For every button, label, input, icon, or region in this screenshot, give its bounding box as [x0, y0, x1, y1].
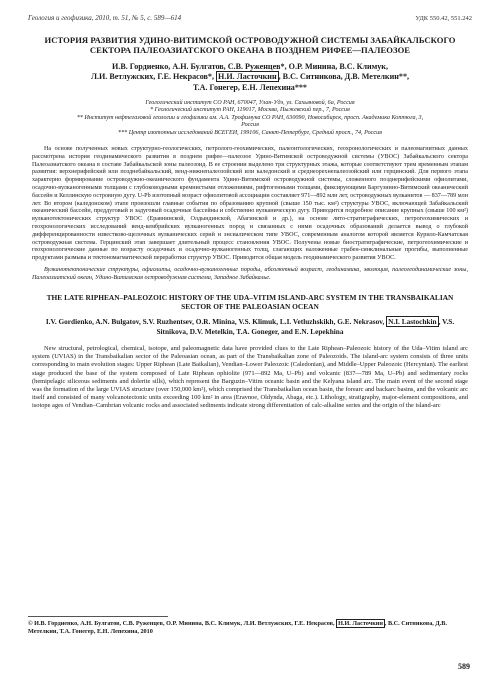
author-list-english [34, 317, 466, 337]
author-line-2 [48, 72, 452, 83]
copyright-suffix: , В.С. Ситникова, Д.В. Метелкин, Т.А. Гонегер, Е.Н. Лепехина, 2010 [28, 620, 447, 636]
journal-citation: Геология и геофизика, 2010, т. 51, № 5, с. 589—614 [28, 14, 182, 22]
en-author-line-1: I.V. Gordienko, A.N. Bulgatov, S.V. Ruzhentsev, O.R. Minina, V.S. Klimuk, L.I. Vetluzhskikh, G.E. Nekrasov, [45, 317, 385, 327]
running-head [28, 14, 472, 23]
boxed-author-name-english: N.I. Lastochkin [388, 317, 437, 327]
abstract-russian: На основе полученных новых структурно-геологических, петролого-геохимических, палеонтологических, геохронологических и палеомагнитных данных рассмотрена история геодинамического развития в позднем рифее—палеозое Удино-Витимской островодужной системы (УВОС) Забайкальского сектора Палеоазиатского океана в составе Забайкальской зоны палеозоид. В ее строении выделено три структурных этажа, которые соответствуют трем временным этапам развития: верхнерифейский или позднебайкальский, венд-нижнепалеозойский или каледонский и среднеорехнепалеозойский или герцинский. Для первого этапа характерно формирование островодужно-океанического фундамента Удино-Витимской островодужной системы, сложенного позднерифейскими офиолитами, осадочно-вулканогенными толщами с глубоководными кремнистыми отложениями, рифтогенными толщами, фиксирующими Баргузинно-Витимский океанический бассейн и Келлинскую островную дугу. U-Pb изотопный возраст офиолитовой ассоциации составляет 971—892 млн лет, островодужных вулканитов — 837—789 млн лет. Во втором (каледонском) этапе произошли главные события по образованию крупной (свыше 150 тыс. км²) структуры УВОС, включающей Забайкальский океанический бассейн, преддуговый и задуговый осадочные бассейны и собственно вулканическую дугу. Приводится подробное описание крупных (свыше 100 км²) вулканотектонических структур УВОС (Еравнинской, Олдындинской, Абагинской и др.), на основе лито-стратиграфических, петрогеохимических и геохронологических исследований венд-кембрийских вулканогенных пород и связанных с ними осадочных образований делается вывод о глубокой дифференцированности известково-щелочных вулканических серий и энсиалическом типе УВОС, современным аналогом которой является Курило-Камчатская островодужная система. Герцинский этап завершает длительный процесс становления УВОС. Получены новые биостратиграфические, петрогеохимические и геохронологические данные по возрасту осадочных и осадочно-вулканогенных толщ, слагающих наложенные грабен-синклинальные прогибы, выполненные продуктами размыва и тектономагматической переработки структур УВОС. Приводится общая модель геодинамического развития УВОС. [32, 146, 468, 262]
author-line-3: Т.А. Гонегер, Е.Н. Лепехина*** [193, 83, 307, 92]
author-list-russian [48, 62, 452, 94]
affiliation-4: *** Центр изотопных исследований ВСЕГЕИ, 199106, Санкт-Петербург, Средний просп., 74, Россия [118, 129, 382, 136]
copyright-prefix: © И.В. Гордиенко, А.Н. Булгатов, С.В. Руженцев, О.Р. Минина, В.С. Климук, Л.И. Ветлужских, Г.Е. Некрасов, [28, 620, 335, 627]
boxed-author-name: Н.И. Ласточкин [218, 72, 277, 82]
author-line-2-suffix: , В.С. Ситникова, Д.В. Метелкин**, [278, 72, 410, 82]
copyright-notice [28, 620, 472, 636]
affiliation-2: * Геологический институт РАН, 119017, Москва, Пыжевский пер., 7, Россия [150, 107, 350, 114]
affiliations [68, 100, 432, 138]
page-number: 589 [458, 662, 470, 671]
footnote-rule [28, 616, 168, 617]
udk-code: УДК 550.42, 551.242 [415, 15, 472, 22]
author-line-1: И.В. Гордиенко, А.Н. Булгатов, С.В. Руженцев*, О.Р. Минина, В.С. Климук, [112, 61, 388, 71]
affiliation-1: Геологический институт СО РАН, 670047, Улан-Удэ, ул. Сахьяновой, 6а, Россия [145, 99, 355, 106]
en-author-line-2-suffix: , V.S. Sitnikova, D.V. Metelkin, T.A. Goneger, and E.N. Lepekhina [156, 317, 455, 337]
keywords-russian: Вулканотектонические структуры, офиолиты, осадочно-вулканогенные породы, абсолютный возраст, геодинамика, эволюция, палеогеодинамические зоны, Палеоазиатский океан, Удино-Витимская островодужная система, Западное Забайкалье. [32, 267, 468, 281]
article-title-russian: ИСТОРИЯ РАЗВИТИЯ УДИНО-ВИТИМСКОЙ ОСТРОВОДУЖНОЙ СИСТЕМЫ ЗАБАЙКАЛЬСКОГО СЕКТОРА ПАЛЕОАЗИАТСКОГО ОКЕАНА В ПОЗДНЕМ РИФЕЕ—ПАЛЕОЗОЕ [44, 35, 456, 56]
affiliation-3: ** Институт нефтегазовой геологии и геофизики им. А.А. Трофимука СО РАН, 630090, Новосибирск, просп. Академика Коптюга, 3, Россия [76, 114, 424, 129]
copyright-boxed-name: Н.И. Ласточкин [338, 620, 383, 627]
abstract-english: New structural, petrological, chemical, isotope, and paleomagnetic data have provided clues to the Late Riphean–Paleozoic history of the Uda–Vitim island arc system (UVIAS) in the Transbaikalian sector of the Paleoasian ocean, as part of the Transbaikalian zone of Paleozoids. The island-arc system consists of three units corresponding to main evolution stages: Upper Riphean (Late Baikalian), Vendian–Lower Paleozoic (Caledonian), and Middle–Upper Paleozoic (Hercynian). The earliest stage produced the base of the system composed of Late Riphean ophiolite (971—892 Ma, U–Pb) and volcanic (837—789 Ma, U–Pb) and sedimentary rocks (hemipelagic siliceous sediments and dolerite sills), which represent the Barguzin–Vitim oceanic basin and the Kelyana island arc. The main event of the second stage was the formation of the large UVIAS structure (over 150,000 km²), which comprised the Transbaikalian ocean basin, the forearc and backarc basins, and the volcanic arc itself and consisted of many volcanotectonic units exceeding 100 km² in area (Eravnoe, Oldynda, Abaga, etc.). Lithology, stratigraphy, major-element compositions, and isotope ages of Vendian–Cambrian volcanic rocks and associated sediments indicate strong differentiation of calc-alkaline series and the origin of the island-arc [32, 345, 468, 410]
author-line-2-prefix: Л.И. Ветлужских, Г.Е. Некрасов*, [90, 72, 214, 82]
article-title-english: THE LATE RIPHEAN–PALEOZOIC HISTORY OF THE UDA–VITIM ISLAND-ARC SYSTEM IN THE TRANSBAIKALIAN SECTOR OF THE PALEOASIAN OCEAN [46, 292, 454, 312]
